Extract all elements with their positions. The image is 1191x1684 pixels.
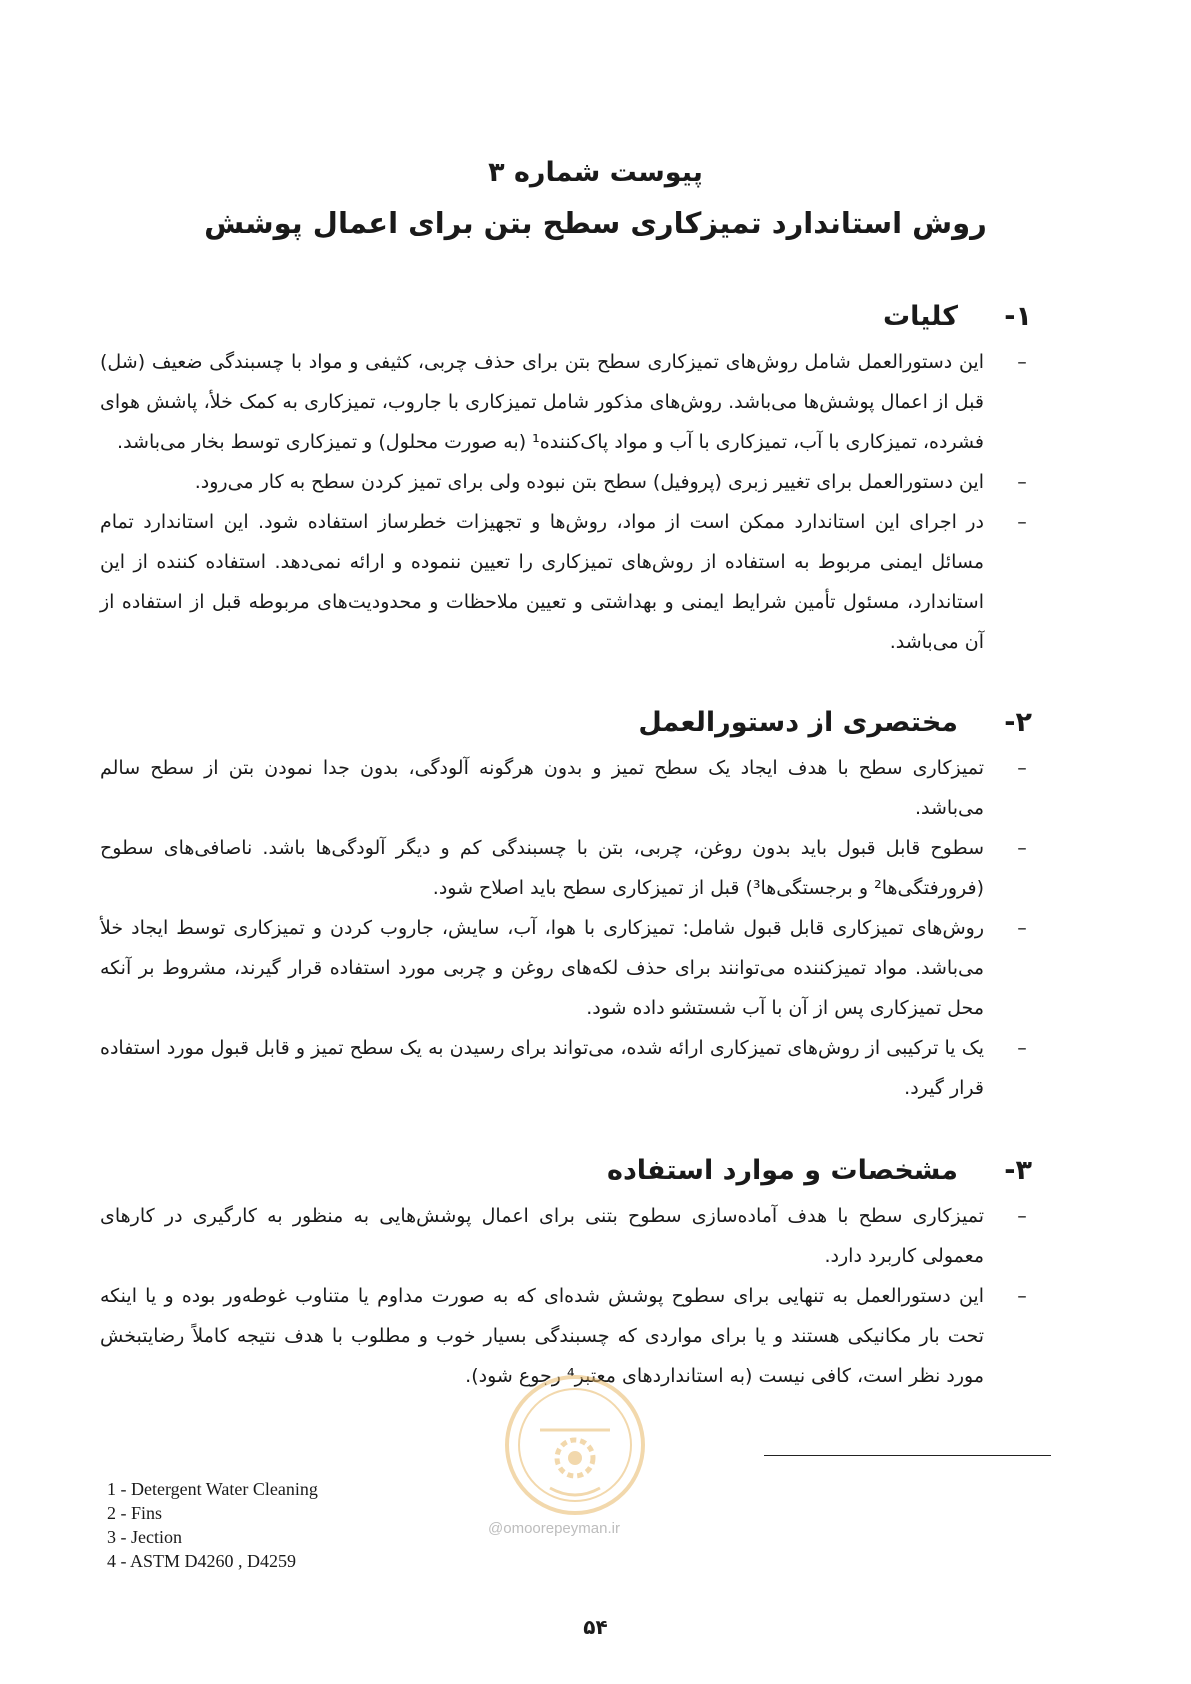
title-block [0,150,1191,250]
list-item: – این دستورالعمل به تنهایی برای سطوح پوشش شده‌ای که به صورت مداوم یا متناوب غوطه‌ور بوده و یا اینکه تحت بار مکانیکی هستند و یا برای مواردی که چسبندگی بسیار خوب و مطلوب با هدف نتیجه کاملاً رضایتبخش مورد نظر است، کافی نیست (به استانداردهای معتبر⁴ رجوع شود). [100,1276,1032,1396]
dash-bullet-icon: – [1017,1205,1027,1227]
list-item: – در اجرای این استاندارد ممکن است از مواد، روش‌ها و تجهیزات خطرساز استفاده شود. این استاندارد تمام مسائل ایمنی مربوط به استفاده از روش‌های تمیزکاری را تعیین ننموده و ارائه نمی‌دهد. استفاده کننده از این استاندارد، مسئول تأمین شرایط ایمنی و بهداشتی و تعیین ملاحظات و محدودیت‌های مربوطه قبل از استفاده از آن می‌باشد. [100,502,1032,662]
footnote: 3 - Jection [107,1527,182,1547]
section-number: ۳- [1004,1154,1032,1186]
list-item: – تمیزکاری سطح با هدف ایجاد یک سطح تمیز و بدون هرگونه آلودگی، بدون جدا نمودن بتن از سطح سالم می‌باشد. [100,748,1032,828]
section-heading [100,1150,1032,1190]
footnote: 4 - ASTM D4260 , D4259 [107,1551,297,1571]
dash-bullet-icon: – [1017,917,1027,939]
dash-bullet-icon: – [1017,1037,1027,1059]
section-number: ۱- [1004,300,1032,332]
dash-bullet-icon: – [1017,837,1027,859]
list-item: – این دستورالعمل برای تغییر زبری (پروفیل) سطح بتن نبوده ولی برای تمیز کردن سطح به کار می‌رود. [100,462,1032,502]
list-item: – روش‌های تمیزکاری قابل قبول شامل: تمیزکاری با هوا، آب، سایش، جاروب کردن و تمیزکاری توسط ایجاد خلأ می‌باشد. مواد تمیزکننده می‌توانند برای حذف لکه‌های روغن و چربی مورد استفاده قرار گیرند، مشروط بر آنکه محل تمیزکاری پس از آن با آب شستشو داده شود. [100,908,1032,1028]
section-title: کلیات [882,300,958,332]
footnote: 1 - Detergent Water Cleaning [107,1479,318,1499]
main-title: روش استاندارد تمیزکاری سطح بتن برای اعمال پوشش [204,206,987,240]
footnote: 2 - Fins [107,1503,163,1523]
bullet-list [100,342,1032,662]
section-title: مشخصات و موارد استفاده [607,1154,958,1186]
list-item: – سطوح قابل قبول باید بدون روغن، چربی، بتن با چسبندگی کم و دیگر آلودگی‌ها باشد. ناصافی‌های سطوح (فرورفتگی‌ها² و برجستگی‌ها³) قبل از تمیزکاری سطح باید اصلاح شود. [100,828,1032,908]
dash-bullet-icon: – [1017,757,1027,779]
list-item: – این دستورالعمل شامل روش‌های تمیزکاری سطح بتن برای حذف چربی، کثیفی و مواد با چسبندگی ضعیف (شل) قبل از اعمال پوشش‌ها می‌باشد. روش‌های مذکور شامل تمیزکاری با جاروب، تمیزکاری به کمک خلأ، پاشش هوای فشرده، تمیزکاری با آب، تمیزکاری با آب و مواد پاک‌کننده¹ (به صورت محلول) و تمیزکاری توسط بخار می‌باشد. [100,342,1032,462]
dash-bullet-icon: – [1017,471,1027,493]
section-number: ۲- [1004,706,1032,738]
appendix-title: پیوست شماره ۳ [488,157,703,188]
section-general [100,296,1032,662]
dash-bullet-icon: – [1017,1285,1027,1307]
section-title: مختصری از دستورالعمل [638,706,958,738]
bullet-list [100,1196,1032,1396]
seal-stamp-icon [500,1370,650,1520]
watermark: @omoorepeyman.ir [488,1520,620,1537]
section-specifications [100,1150,1032,1396]
list-item: – تمیزکاری سطح با هدف آماده‌سازی سطوح بتنی برای اعمال پوشش‌هایی به منظور به کارگیری در کارهای معمولی کاربرد دارد. [100,1196,1032,1276]
bullet-list [100,748,1032,1108]
list-item: – یک یا ترکیبی از روش‌های تمیزکاری ارائه شده، می‌تواند برای رسیدن به یک سطح تمیز و قابل قبول مورد استفاده قرار گیرد. [100,1028,1032,1108]
footnotes [107,1477,507,1573]
page-number: ۵۴ [583,1615,608,1639]
dash-bullet-icon: – [1017,351,1027,373]
footnote-divider [764,1455,1051,1456]
section-summary [100,702,1032,1108]
section-heading [100,702,1032,742]
dash-bullet-icon: – [1017,511,1027,533]
section-heading [100,296,1032,336]
